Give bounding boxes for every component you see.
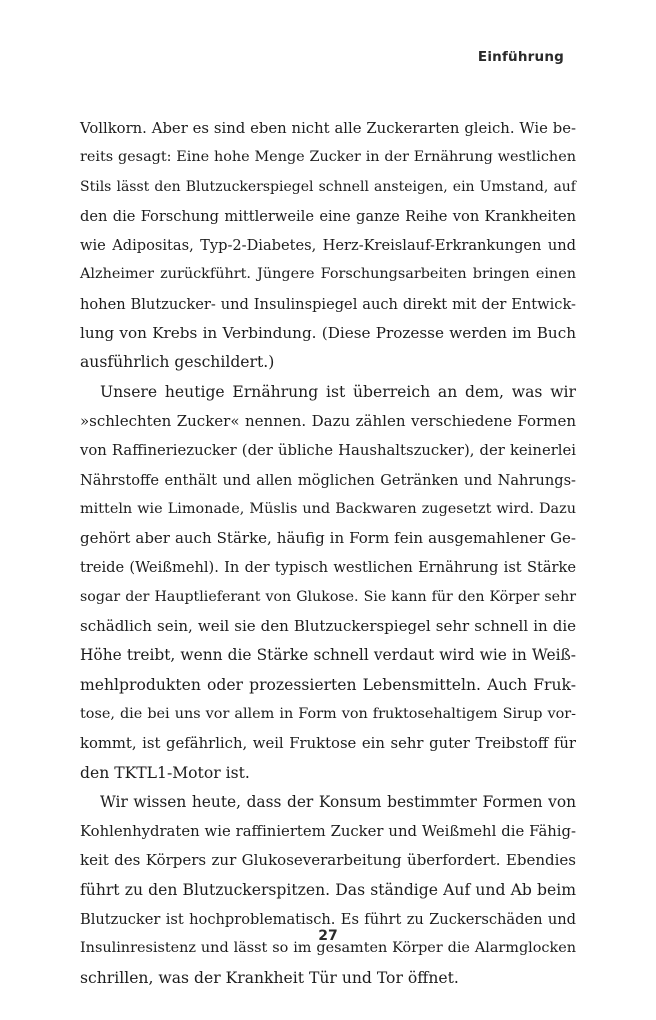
text-line: sogar der Hauptlieferant von Glukose. Sie kann für den Körper sehr [80, 588, 576, 605]
page-number: 27 [318, 928, 338, 944]
text-line: schrillen, was der Krankheit Tür und Tor öffnet. [80, 968, 459, 987]
text-line: tose, die bei uns vor allem in Form von fruktosehaltigem Sirup vor- [80, 705, 576, 722]
text-line: Nährstoffe enthält und allen möglichen Getränken und Nahrungs- [80, 471, 576, 489]
paragraph [80, 788, 576, 993]
text-line: »schlechten Zucker« nennen. Dazu zählen verschiedene Formen [80, 411, 576, 430]
text-line: Vollkorn. Aber es sind eben nicht alle Zuckerarten gleich. Wie be- [80, 120, 576, 137]
text-line: schädlich sein, weil sie den Blutzuckerspiegel sehr schnell in die [80, 617, 576, 636]
text-line: von Raffineriezucker (der übliche Haushaltszucker), der keinerlei [80, 442, 576, 460]
text-line: führt zu den Blutzuckerspitzen. Das ständige Auf und Ab beim [80, 880, 576, 899]
text-line: gehört aber auch Stärke, häufig in Form fein ausgemahlener Ge- [80, 529, 576, 548]
text-line: keit des Körpers zur Glukoseverarbeitung überfordert. Ebendies [80, 851, 576, 870]
text-line: hohen Blutzucker- und Insulinspiegel auch direkt mit der Entwick- [80, 295, 576, 313]
text-line: reits gesagt: Eine hohe Menge Zucker in der Ernährung westlichen [80, 149, 576, 166]
text-line: Blutzucker ist hochproblematisch. Es führt zu Zuckerschäden und [80, 911, 576, 929]
text-line: wie Adipositas, Typ-2-Diabetes, Herz-Kreislauf-Erkrankungen und [80, 237, 576, 255]
paragraph [80, 114, 576, 378]
text-line: mitteln wie Limonade, Müslis und Backwaren zugesetzt wird. Dazu [80, 500, 576, 517]
text-line: Wir wissen heute, dass der Konsum bestimmter Formen von [100, 792, 576, 811]
text-line: Insulinresistenz und lässt so im gesamten Körper die Alarmglocken [80, 940, 576, 957]
paragraph [80, 378, 576, 788]
text-line: Alzheimer zurückführt. Jüngere Forschungsarbeiten bringen einen [80, 266, 576, 283]
text-line: den TKTL1-Motor ist. [80, 763, 250, 782]
text-line: kommt, ist gefährlich, weil Fruktose ein sehr guter Treibstoff für [80, 735, 576, 753]
text-line: Stils lässt den Blutzuckerspiegel schnell ansteigen, ein Umstand, auf [80, 178, 576, 195]
text-line: lung von Krebs in Verbindung. (Diese Prozesse werden im Buch [80, 324, 576, 343]
text-line: Unsere heutige Ernährung ist überreich an dem, was wir [100, 382, 576, 401]
text-line: Kohlenhydraten wie raffiniertem Zucker und Weißmehl die Fähig- [80, 823, 576, 841]
text-line: den die Forschung mittlerweile eine ganze Reihe von Krankheiten [80, 207, 576, 225]
running-head: Einführung [477, 49, 564, 65]
text-line: ausführlich geschildert.) [80, 353, 275, 372]
body-text [80, 114, 576, 993]
text-line: treide (Weißmehl). In der typisch westlichen Ernährung ist Stärke [80, 559, 576, 577]
text-line: mehlprodukten oder prozessierten Lebensmitteln. Auch Fruk- [80, 675, 576, 694]
text-line: Höhe treibt, wenn die Stärke schnell verdaut wird wie in Weiß- [80, 646, 576, 665]
